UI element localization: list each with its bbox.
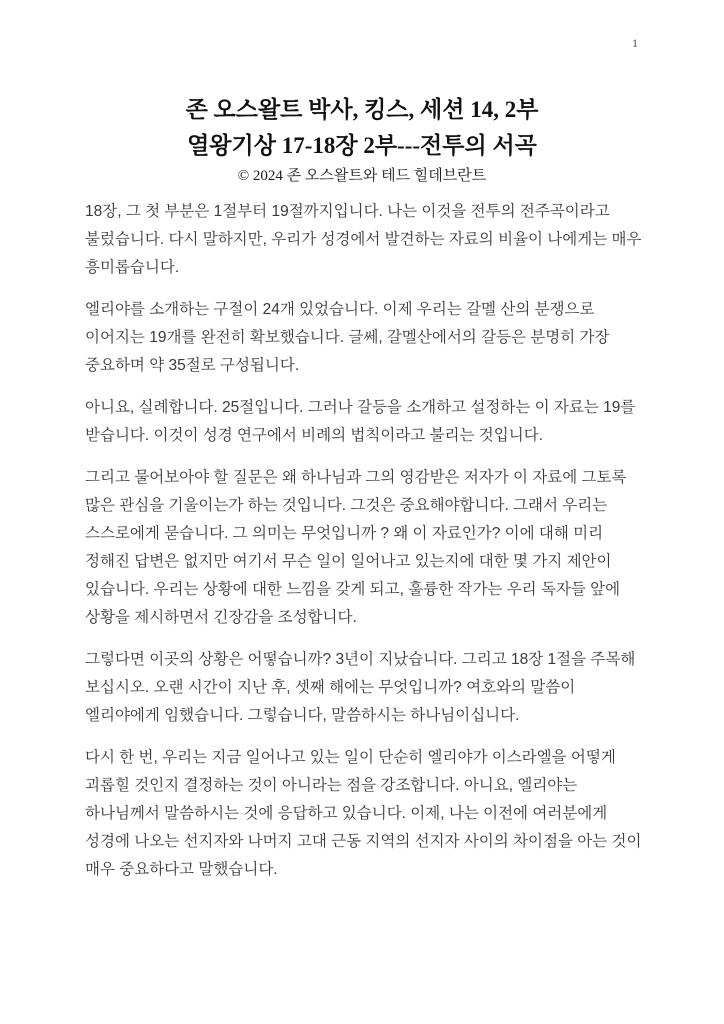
document-header [0, 0, 724, 186]
paragraph-2: 엘리야를 소개하는 구절이 24개 있었습니다. 이제 우리는 갈멜 산의 분쟁으로 이어지는 19개를 완전히 확보했습니다. 글쎄, 갈멜산에서의 갈등은 분명히 가장 중요하며 약 35절로 구성됩니다. [85, 301, 610, 374]
page-number: 1 [632, 36, 638, 50]
paragraph-3: 아니요, 실례합니다. 25절입니다. 그러나 갈등을 소개하고 설정하는 이 자료는 19를 받습니다. 이것이 성경 연구에서 비례의 법칙이라고 불리는 것입니다. [85, 399, 636, 444]
copyright-line: © 2024 존 오스왈트와 테드 힐데브란트 [237, 168, 487, 184]
document-body [85, 198, 643, 884]
document-title-line1: 존 오스왈트 박사, 킹스, 세션 14, 2부 [185, 97, 539, 122]
paragraph-5: 그렇다면 이곳의 상황은 어떻습니까? 3년이 지났습니다. 그리고 18장 1절을 주목해 보십시오. 오랜 시간이 지난 후, 셋째 해에는 무엇입니까? 여호와의 말씀이 엘리야에게 임했습니다. 그렇습니다, 말씀하시는 하나님이십니다. [85, 651, 636, 724]
paragraph-1: 18장, 그 첫 부분은 1절부터 19절까지입니다. 나는 이것을 전투의 전주곡이라고 불렀습니다. 다시 말하지만, 우리가 성경에서 발견하는 자료의 비율이 나에게는 매우 흥미롭습니다. [85, 203, 642, 276]
paragraph-4: 그리고 물어보아야 할 질문은 왜 하나님과 그의 영감받은 저자가 이 자료에 그토록 많은 관심을 기울이는가 하는 것입니다. 그것은 중요해야합니다. 그래서 우리는 스스로에게 묻습니다. 그 의미는 무엇입니까 ? 왜 이 자료인가? 이에 대해 미리 정해진 답변은 없지만 여기서 무슨 일이 일어나고 있는지에 대한 몇 가지 제안이 있습니다. 우리는 상황에 대한 느낌을 갖게 되고, 훌륭한 작가는 우리 독자들 앞에 상황을 제시하면서 긴장감을 조성합니다. [85, 469, 627, 626]
paragraph-6: 다시 한 번, 우리는 지금 일어나고 있는 일이 단순히 엘리야가 이스라엘을 어떻게 괴롭힐 것인지 결정하는 것이 아니라는 점을 강조합니다. 아니요, 엘리야는 하나님께서 말씀하시는 것에 응답하고 있습니다. 이제, 나는 이전에 여러분에게 성경에 나오는 선지자와 나머지 고대 근동 지역의 선지자 사이의 차이점을 아는 것이 매우 중요하다고 말했습니다. [85, 749, 642, 878]
document-title-line2: 열왕기상 17-18장 2부---전투의 서곡 [187, 133, 537, 158]
